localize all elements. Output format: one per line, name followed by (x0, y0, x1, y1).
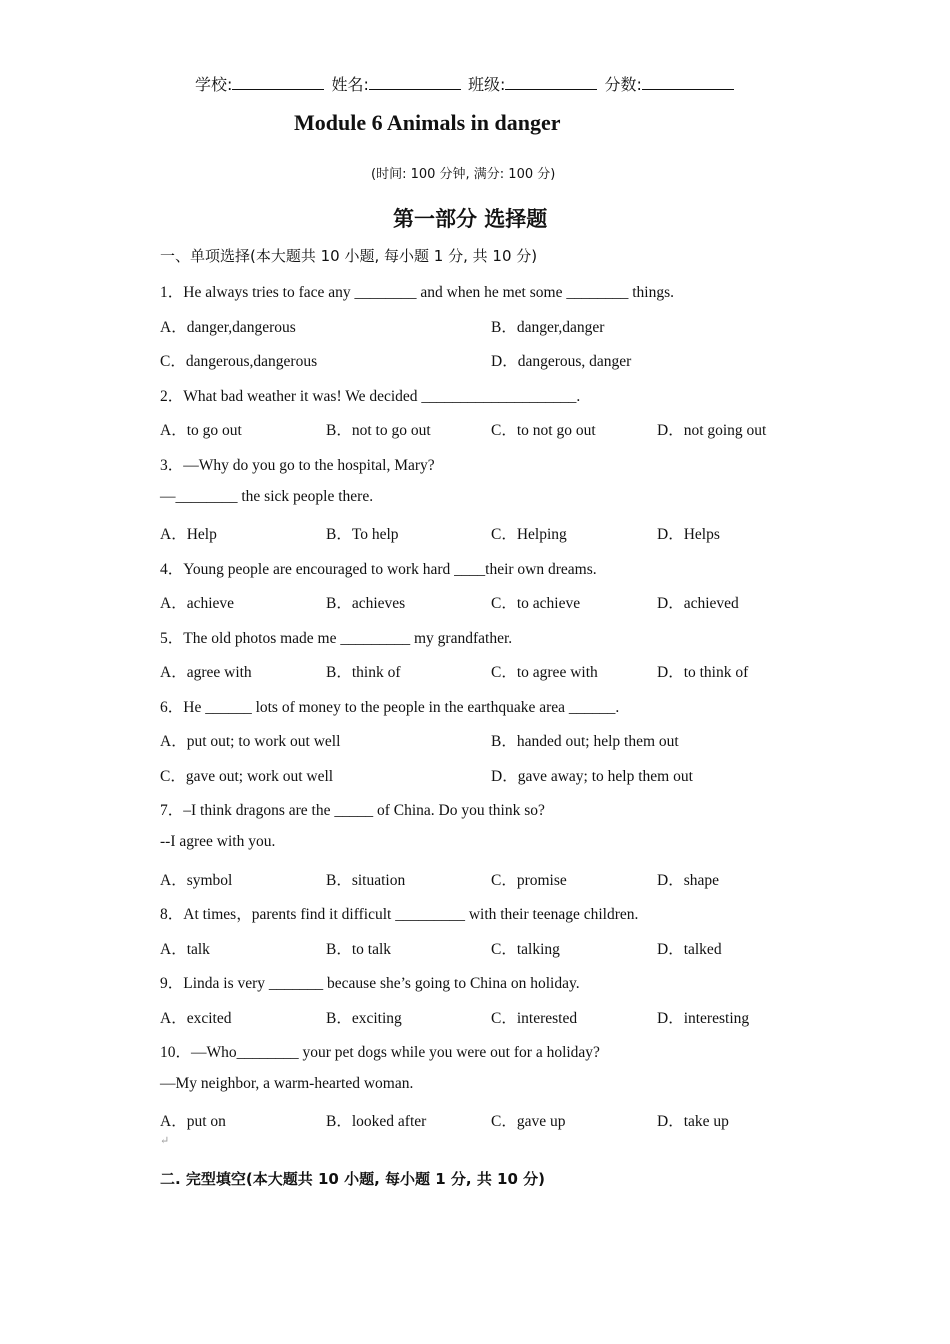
question-2: 2．What bad weather it was! We decided ____________________. (160, 388, 581, 405)
score-label: 分数: (604, 75, 642, 94)
q3-option-d[interactable]: D．Helps (657, 526, 720, 543)
question-3-answer-line: —________ the sick people there. (160, 488, 374, 505)
school-field[interactable] (232, 75, 324, 90)
q8-option-b[interactable]: B．to talk (326, 941, 392, 958)
q6-option-d[interactable]: D．gave away; to help them out (491, 768, 693, 785)
q7-option-d[interactable]: D．shape (657, 872, 719, 889)
q8-option-c[interactable]: C．talking (491, 941, 560, 958)
q9-option-b[interactable]: B．exciting (326, 1010, 402, 1027)
question-7-answer-line: --I agree with you. (160, 833, 276, 850)
q9-option-d[interactable]: D．interesting (657, 1010, 750, 1027)
q5-option-a[interactable]: A．agree with (160, 664, 252, 681)
question-10-answer-line: —My neighbor, a warm-hearted woman. (160, 1075, 414, 1092)
q3-option-a[interactable]: A．Help (160, 526, 217, 543)
q10-option-d[interactable]: D．take up (657, 1113, 729, 1130)
q7-option-b[interactable]: B．situation (326, 872, 406, 889)
section-2-title: 二. 完型填空(本大题共 10 小题, 每小题 1 分, 共 10 分) (160, 1170, 545, 1188)
name-field[interactable] (369, 75, 461, 90)
school-label: 学校: (195, 75, 233, 94)
question-1: 1．He always tries to face any ________ and when he met some ________ things. (160, 284, 674, 301)
question-9: 9．Linda is very _______ because she’s going to China on holiday. (160, 975, 580, 992)
q3-option-b[interactable]: B．To help (326, 526, 399, 543)
question-6: 6．He ______ lots of money to the people in the earthquake area ______. (160, 699, 620, 716)
q4-option-a[interactable]: A．achieve (160, 595, 235, 612)
q1-option-a[interactable]: A．danger,dangerous (160, 319, 296, 336)
q10-option-c[interactable]: C．gave up (491, 1113, 566, 1130)
q1-option-d[interactable]: D．dangerous, danger (491, 353, 632, 370)
q3-option-c[interactable]: C．Helping (491, 526, 567, 543)
question-7: 7．–I think dragons are the _____ of China. Do you think so? (160, 802, 545, 819)
q2-option-b[interactable]: B．not to go out (326, 422, 431, 439)
q2-option-d[interactable]: D．not going out (657, 422, 767, 439)
q5-option-c[interactable]: C．to agree with (491, 664, 598, 681)
q2-option-c[interactable]: C．to not go out (491, 422, 596, 439)
q10-option-b[interactable]: B．looked after (326, 1113, 427, 1130)
q5-option-b[interactable]: B．think of (326, 664, 401, 681)
paragraph-mark: ↵ (160, 1135, 170, 1147)
q4-option-b[interactable]: B．achieves (326, 595, 406, 612)
exam-subtitle: (时间: 100 分钟, 满分: 100 分) (371, 167, 556, 182)
q5-option-d[interactable]: D．to think of (657, 664, 749, 681)
q7-option-c[interactable]: C．promise (491, 872, 567, 889)
q4-option-d[interactable]: D．achieved (657, 595, 739, 612)
q6-option-b[interactable]: B．handed out; help them out (491, 733, 679, 750)
part-title: 第一部分 选择题 (393, 207, 548, 231)
q1-option-b[interactable]: B．danger,danger (491, 319, 605, 336)
q7-option-a[interactable]: A．symbol (160, 872, 233, 889)
q8-option-d[interactable]: D．talked (657, 941, 722, 958)
score-field[interactable] (642, 75, 734, 90)
exam-header (195, 72, 736, 95)
question-3: 3．—Why do you go to the hospital, Mary? (160, 457, 435, 474)
question-10: 10．—Who________ your pet dogs while you were out for a holiday? (160, 1044, 600, 1061)
name-label: 姓名: (331, 75, 369, 94)
q6-option-c[interactable]: C．gave out; work out well (160, 768, 334, 785)
section-1-title: 一、单项选择(本大题共 10 小题, 每小题 1 分, 共 10 分) (160, 247, 538, 265)
question-5: 5．The old photos made me _________ my grandfather. (160, 630, 513, 647)
q1-option-c[interactable]: C．dangerous,dangerous (160, 353, 318, 370)
q6-option-a[interactable]: A．put out; to work out well (160, 733, 341, 750)
q8-option-a[interactable]: A．talk (160, 941, 210, 958)
page-title: Module 6 Animals in danger (294, 110, 561, 135)
question-8: 8．At times，parents find it difficult _________ with their teenage children. (160, 906, 639, 923)
class-field[interactable] (505, 75, 597, 90)
q2-option-a[interactable]: A．to go out (160, 422, 242, 439)
q9-option-a[interactable]: A．excited (160, 1010, 232, 1027)
class-label: 班级: (468, 75, 506, 94)
q10-option-a[interactable]: A．put on (160, 1113, 226, 1130)
q9-option-c[interactable]: C．interested (491, 1010, 578, 1027)
question-4: 4．Young people are encouraged to work hard ____their own dreams. (160, 561, 597, 578)
q4-option-c[interactable]: C．to achieve (491, 595, 581, 612)
